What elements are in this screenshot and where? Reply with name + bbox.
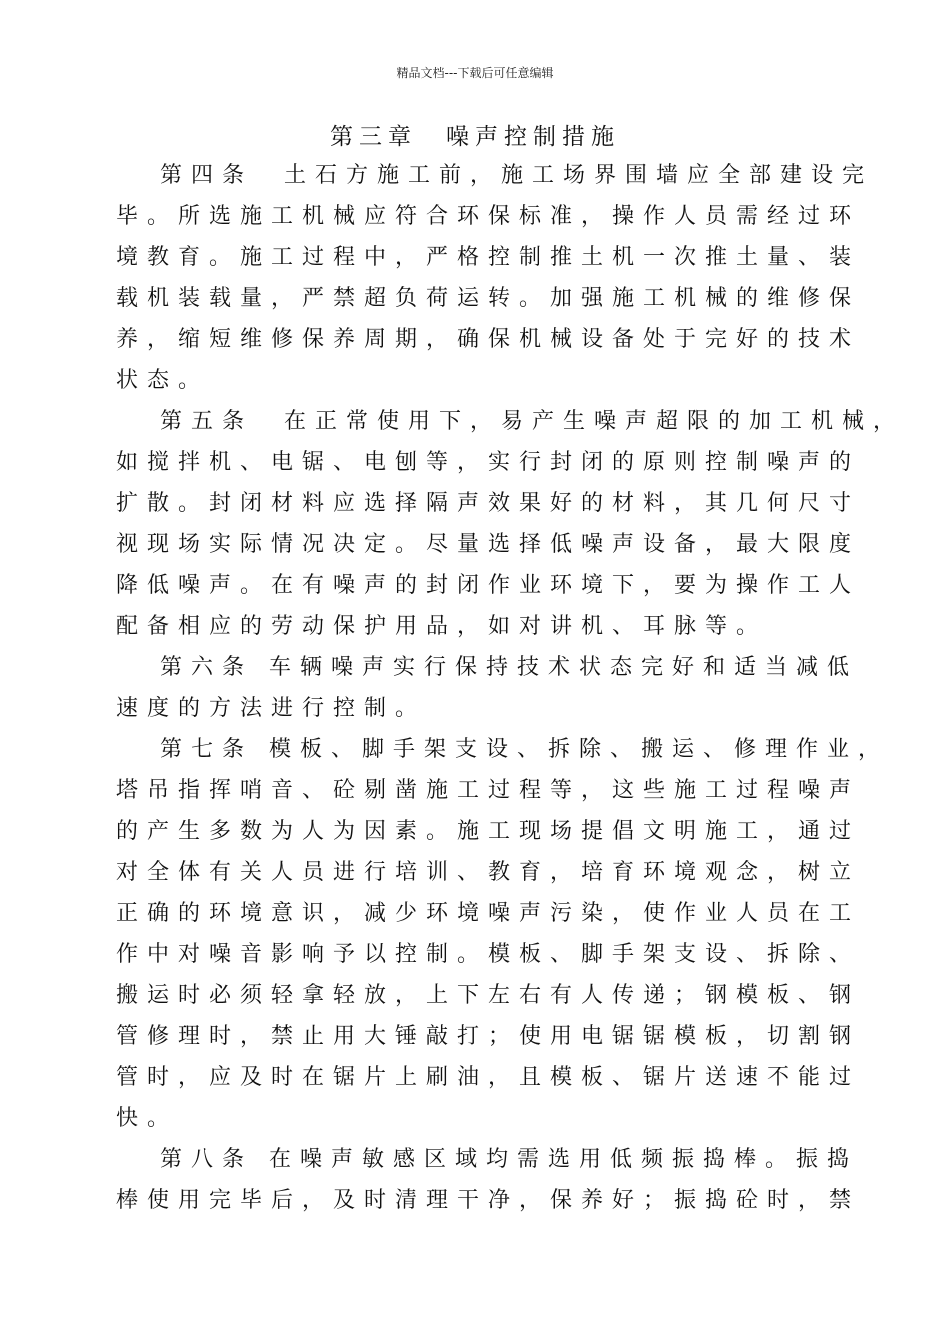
paragraph-line: 第八条 在噪声敏感区域均需选用低频振捣棒。振捣 xyxy=(160,1147,858,1172)
header-note: 精品文档---下载后可任意编辑 xyxy=(396,66,554,80)
paragraph-line: 棒使用完毕后，及时清理干净，保养好；振捣砼时，禁 xyxy=(116,1188,861,1213)
paragraph-line: 扩散。封闭材料应选择隔声效果好的材料，其几何尺寸 xyxy=(116,491,861,516)
paragraph-line: 作中对噪音影响予以控制。模板、脚手架支设、拆除、 xyxy=(116,942,861,967)
paragraph-line: 第五条 在正常使用下，易产生噪声超限的加工机械， xyxy=(160,409,905,434)
paragraph-line: 的产生多数为人为因素。施工现场提倡文明施工，通过 xyxy=(116,819,861,844)
paragraph-line: 境教育。施工过程中，严格控制推土机一次推土量、装 xyxy=(116,245,861,270)
paragraph-line: 毕。所选施工机械应符合环保标准，操作人员需经过环 xyxy=(116,204,861,229)
paragraph-line: 第七条 模板、脚手架支设、拆除、搬运、修理作业， xyxy=(160,737,889,762)
paragraph-line: 视现场实际情况决定。尽量选择低噪声设备，最大限度 xyxy=(116,532,861,557)
paragraph-line: 配备相应的劳动保护用品，如对讲机、耳脉等。 xyxy=(116,614,768,639)
paragraph-line: 快。 xyxy=(116,1106,179,1131)
paragraph-line: 状态。 xyxy=(116,368,210,393)
paragraph-line: 管修理时，禁止用大锤敲打；使用电锯锯模板，切割钢 xyxy=(116,1024,861,1049)
paragraph-line: 第四条 土石方施工前，施工场界围墙应全部建设完 xyxy=(160,163,874,188)
paragraph-line: 载机装载量，严禁超负荷运转。加强施工机械的维修保 xyxy=(116,286,861,311)
paragraph-line: 搬运时必须轻拿轻放，上下左右有人传递；钢模板、钢 xyxy=(116,983,861,1008)
paragraph-line: 如搅拌机、电锯、电刨等，实行封闭的原则控制噪声的 xyxy=(116,450,861,475)
paragraph-line: 速度的方法进行控制。 xyxy=(116,696,427,721)
paragraph-line: 正确的环境意识，减少环境噪声污染，使作业人员在工 xyxy=(116,901,861,926)
paragraph-line: 养，缩短维修保养周期，确保机械设备处于完好的技术 xyxy=(116,327,861,352)
paragraph-line: 管时，应及时在锯片上刷油，且模板、锯片送速不能过 xyxy=(116,1065,861,1090)
paragraph-line: 对全体有关人员进行培训、教育，培育环境观念，树立 xyxy=(116,860,861,885)
chapter-title: 第三章 噪声控制措施 xyxy=(330,124,620,150)
paragraph-line: 降低噪声。在有噪声的封闭作业环境下，要为操作工人 xyxy=(116,573,861,598)
body-text xyxy=(116,155,905,1221)
paragraph-line: 塔吊指挥哨音、砼剔凿施工过程等，这些施工过程噪声 xyxy=(116,778,861,803)
paragraph-line: 第六条 车辆噪声实行保持技术状态完好和适当减低 xyxy=(160,655,858,680)
